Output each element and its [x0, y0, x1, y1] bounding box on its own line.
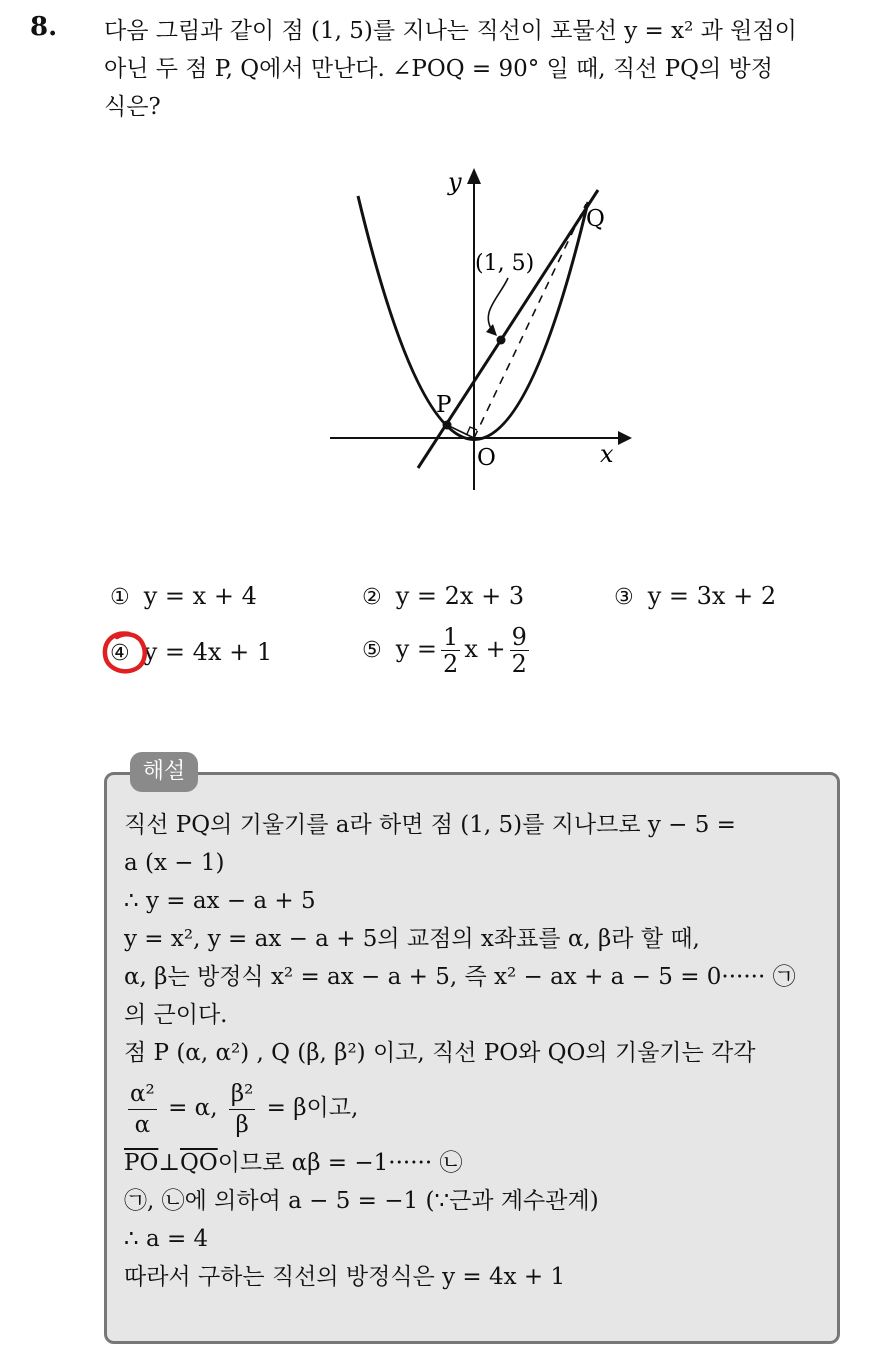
solution-line-4: y = x², y = ax − a + 5의 교점의 x좌표를 α, β라 할 때, — [124, 926, 700, 952]
choice-5-mark: ⑤ — [362, 638, 382, 663]
segment-po-overline: $\overline{PO}$ — [124, 1150, 159, 1176]
beta-fraction-num: β² — [229, 1079, 256, 1110]
choice-2-text: y = 2x + 3 — [395, 582, 525, 610]
x-axis-label: x — [600, 440, 614, 468]
annotation-arrow — [488, 278, 508, 330]
solution-line-3: ∴ y = ax − a + 5 — [124, 888, 316, 914]
y-axis-label: y — [448, 168, 462, 196]
solution-line-8 — [124, 1072, 836, 1144]
segment-oq — [474, 204, 586, 438]
beta-fraction — [229, 1079, 256, 1140]
point-coord-label: (1, 5) — [475, 251, 535, 276]
solution-line-1: 직선 PQ의 기울기를 a라 하면 점 (1, 5)를 지나므로 y − 5 = — [124, 812, 736, 838]
choice-5-middle: x + — [464, 635, 506, 663]
solution-line-12: 따라서 구하는 직선의 방정식은 y = 4x + 1 — [124, 1264, 566, 1290]
choice-1-text: y = x + 4 — [143, 582, 257, 610]
origin-label: O — [477, 445, 496, 471]
solution-line-7: 점 P (α, α²) , Q (β, β²) 이고, 직선 PO와 QO의 기울기는 각각 — [124, 1040, 756, 1066]
choice-1[interactable] — [110, 582, 257, 610]
solution-line-6: 의 근이다. — [124, 1002, 228, 1028]
choice-5-frac-2 — [510, 624, 529, 677]
solution-line-9-rest: 이므로 αβ = −1······ ㉡ — [217, 1150, 463, 1176]
x-axis-arrow — [618, 431, 632, 445]
parabola-figure — [300, 160, 640, 500]
frac-2-numerator: 9 — [511, 623, 527, 651]
solution-text — [124, 806, 836, 1296]
point-p — [443, 421, 452, 430]
question-line-2: 아닌 두 점 P, Q에서 만난다. ∠POQ = 90° 일 때, 직선 PQ의 방정 — [104, 56, 773, 82]
question-number: 8. — [30, 12, 58, 42]
solution-line-8-end: = β이고, — [266, 1095, 359, 1121]
solution-line-8-mid: = α, — [168, 1095, 218, 1121]
choice-3-text: y = 3x + 2 — [647, 582, 777, 610]
point-q-label: Q — [586, 206, 605, 232]
choice-5-frac-1 — [441, 624, 460, 677]
choice-1-mark: ① — [110, 585, 130, 610]
frac-2-denominator: 2 — [511, 650, 527, 678]
right-angle-mark — [467, 427, 477, 434]
frac-1-denominator: 2 — [443, 650, 459, 678]
choice-2-mark: ② — [362, 585, 382, 610]
frac-1-numerator: 1 — [443, 623, 459, 651]
choice-3[interactable] — [614, 582, 776, 610]
point-1-5 — [497, 336, 506, 345]
choice-5-prefix: y = — [395, 635, 438, 663]
point-p-label: P — [436, 392, 452, 418]
solution-line-10: ㉠, ㉡에 의하여 a − 5 = −1 (∵근과 계수관계) — [124, 1188, 599, 1214]
annotation-arrowhead — [486, 324, 497, 336]
choice-4-mark: ④ — [110, 641, 130, 666]
y-axis-arrow — [467, 168, 481, 184]
answer-circle-mark — [101, 628, 153, 678]
solution-line-9 — [124, 1144, 836, 1182]
beta-fraction-den: β — [235, 1111, 249, 1138]
segment-qo-overline: $\overline{QO}$ — [179, 1150, 218, 1176]
alpha-fraction — [128, 1079, 157, 1140]
perp-symbol: ⊥ — [158, 1150, 180, 1176]
alpha-fraction-num: α² — [128, 1079, 157, 1110]
choice-2[interactable] — [362, 582, 524, 610]
solution-line-2: a (x − 1) — [124, 850, 225, 876]
question-line-3: 식은? — [104, 94, 161, 120]
solution-line-5: α, β는 방정식 x² = ax − a + 5, 즉 x² − ax + a − 5 = 0······ ㉠ — [124, 964, 796, 990]
choice-4-text: y = 4x + 1 — [143, 638, 273, 666]
choice-3-mark: ③ — [614, 585, 634, 610]
question-line-1: 다음 그림과 같이 점 (1, 5)를 지나는 직선이 포물선 y = x² 과 원점이 — [104, 18, 797, 44]
alpha-fraction-den: α — [134, 1111, 151, 1138]
question-text — [104, 12, 864, 126]
solution-tag: 해설 — [130, 752, 198, 792]
solution-line-11: ∴ a = 4 — [124, 1226, 209, 1252]
choice-5[interactable] — [362, 624, 533, 677]
